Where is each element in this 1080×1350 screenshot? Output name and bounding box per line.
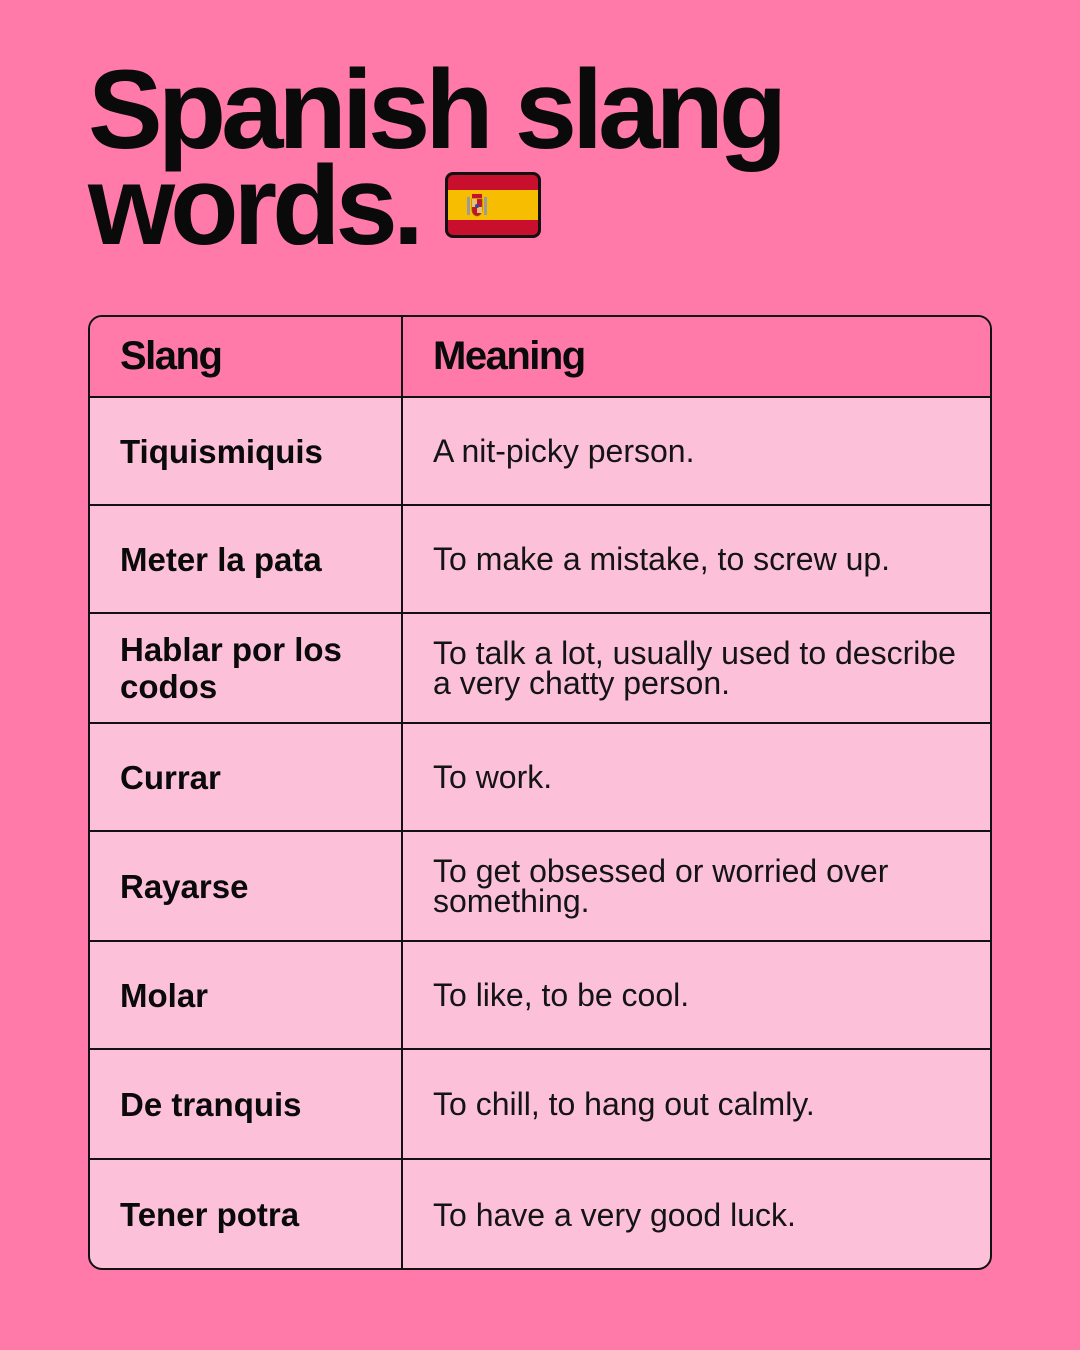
title-line-1: Spanish slang — [88, 47, 783, 172]
table-row — [90, 1049, 990, 1159]
slang-cell: Currar — [90, 723, 402, 831]
meaning-cell: To chill, to hang out calmly. — [402, 1049, 990, 1159]
table-header-row — [90, 317, 990, 397]
slang-table — [88, 315, 992, 1270]
table-row — [90, 723, 990, 831]
slang-cell: Hablar por los codos — [90, 613, 402, 723]
table-row — [90, 831, 990, 941]
table-row — [90, 397, 990, 505]
title-line-2 — [88, 143, 782, 268]
slang-cell: De tranquis — [90, 1049, 402, 1159]
meaning-cell: To work. — [402, 723, 990, 831]
meaning-cell: To talk a lot, usually used to describe a very chatty person. — [402, 613, 990, 723]
spain-flag-icon — [445, 172, 541, 238]
slang-cell: Molar — [90, 941, 402, 1049]
meaning-cell: To have a very good luck. — [433, 1196, 796, 1233]
column-header-slang: Slang — [90, 317, 402, 397]
page-title — [88, 47, 783, 268]
table-row — [90, 1159, 990, 1269]
coat-of-arms-icon — [466, 191, 488, 221]
slang-cell: Tiquismiquis — [90, 397, 402, 505]
title-line-2-text: words. — [88, 143, 419, 268]
meaning-cell: To make a mistake, to screw up. — [402, 505, 990, 613]
slang-cell: Rayarse — [90, 831, 402, 941]
table-row — [90, 941, 990, 1049]
meaning-cell: To get obsessed or worried over something. — [402, 831, 990, 941]
meaning-cell: A nit-picky person. — [402, 397, 990, 505]
table-row — [90, 505, 990, 613]
slang-cell: Meter la pata — [90, 505, 402, 613]
meaning-cell: To like, to be cool. — [402, 941, 990, 1049]
slang-cell: Tener potra — [90, 1159, 402, 1269]
column-header-meaning: Meaning — [402, 317, 990, 397]
table-row — [90, 613, 990, 723]
